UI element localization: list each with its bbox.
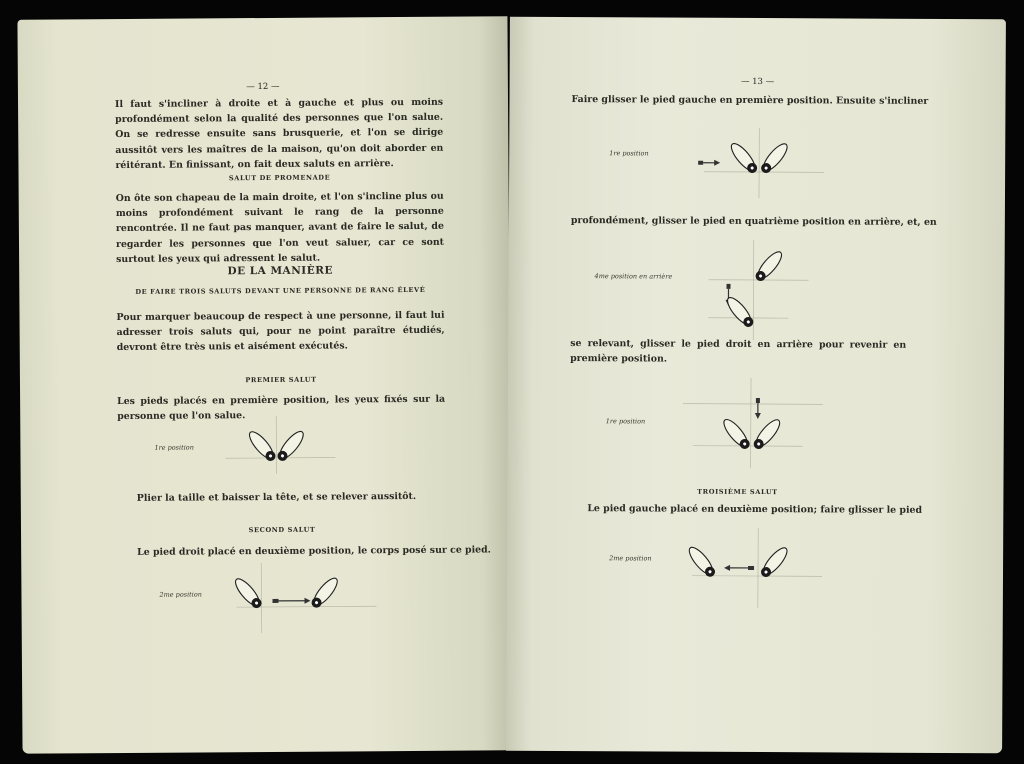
left-folio: — 12 — — [246, 81, 280, 93]
figure-label: 1re position — [609, 149, 649, 158]
right-line-3: se relevant, glisser le pied droit en arrière pour revenir en première position. — [570, 338, 907, 365]
figure-label: 1re position — [154, 443, 194, 452]
premier-salut-after-text: Plier la taille et baisser la tête, et se relever aussitôt. — [136, 490, 417, 504]
salut-promenade-text: On ôte son chapeau de la main droite, et l'on s'incline plus ou moins profondément suivant le rang de la personne rencontrée. Il ne faut pas manquer, avant de faire le salut, de regarder les personnes que l'on veut saluer, car ce sont surtout les yeux qui adressent le salut. — [115, 190, 445, 265]
second-position-diagram — [216, 562, 376, 633]
section-text: Pour marquer beaucoup de respect à une personne, il faut lui adresser trois saluts qui, pour ne point paraître étudiés, devront être très unis et aisément exécutés. — [116, 309, 445, 354]
troisieme-salut-text: Le pied gauche placé en deuxième position; faire glisser le pied — [587, 503, 923, 516]
premier-salut-heading: PREMIER SALUT — [245, 375, 317, 385]
second-salut-text: Le pied droit placé en deuxième position, le corps posé sur ce pied. — [137, 544, 491, 558]
first-position-diagram — [683, 378, 823, 469]
right-line-1: Faire glisser le pied gauche en première position. Ensuite s'incliner — [571, 94, 929, 107]
left-page — [17, 16, 512, 753]
premier-salut-text: Les pieds placés en première position, les yeux fixés sur la personne que l'on salue. — [117, 393, 446, 423]
figure-label: 4me position en arrière — [594, 272, 673, 281]
second-salut-heading: SECOND SALUT — [248, 525, 316, 535]
first-position-diagram — [694, 128, 824, 199]
fourth-position-back-diagram — [698, 240, 809, 341]
right-page — [506, 17, 1006, 754]
troisieme-salut-heading: TROISIÈME SALUT — [697, 487, 778, 497]
left-intro-paragraph: Il faut s'incliner à droite et à gauche et plus ou moins profondément selon la qualité des personnes que l'on salue. On se redresse ensuite sans brusquerie, et l'on se dirige aussitôt vers les maîtres de la maison, qu'on doit aborder en réitérant. En finissant, on fait deux saluts en arrière. — [114, 96, 444, 171]
salut-promenade-heading: SALUT DE PROMENADE — [228, 173, 331, 183]
figure-label: 1re position — [605, 417, 646, 426]
figure-label: 2me position — [159, 590, 202, 599]
first-position-diagram — [220, 415, 340, 476]
section-subtitle: DE FAIRE TROIS SALUTS DEVANT UNE PERSONNE DE RANG ÉLEVÉ — [135, 285, 426, 296]
right-line-2: profondément, glisser le pied en quatrième position en arrière, et, en — [570, 215, 937, 228]
figure-label: 2me position — [609, 554, 652, 563]
second-position-diagram — [672, 528, 822, 609]
right-folio: — 13 — — [740, 76, 775, 88]
section-title: DE LA MANIÈRE — [227, 264, 333, 278]
